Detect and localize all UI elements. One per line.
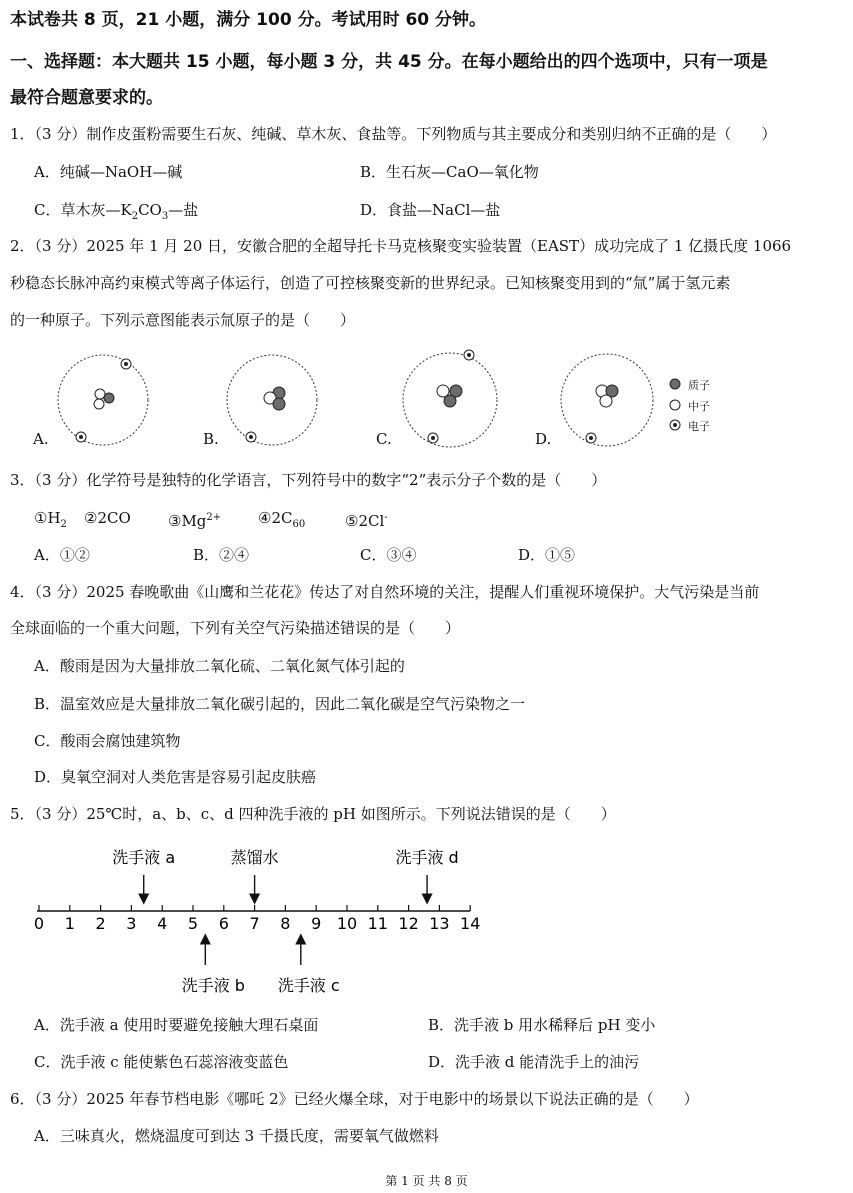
legend-neutron: 中子 <box>688 400 710 413</box>
q4-stem-line2: 全球面临的一个重大问题，下列有关空气污染描述错误的是（ ） <box>10 619 461 637</box>
atom-d-neutron <box>600 395 612 407</box>
q4-option-c: C．酸雨会腐蚀建筑物 <box>34 732 181 750</box>
q1-option-d: D．食盐—NaCl—盐 <box>360 201 501 219</box>
ph-marker-label: 蒸馏水 <box>230 848 279 867</box>
ph-tick-label: 3 <box>126 914 137 933</box>
q4-option-a: A．酸雨是因为大量排放二氧化硫、二氧化氮气体引起的 <box>34 657 405 675</box>
q5-option-a: A．洗手液 a 使用时要避免接触大理石桌面 <box>34 1016 319 1034</box>
atom-a-neutron <box>94 399 104 409</box>
q3-option-b: B．②④ <box>193 546 250 564</box>
atom-diagrams <box>0 345 853 455</box>
ph-scale-diagram <box>0 835 853 1005</box>
q3-option-a: A．①② <box>34 546 90 564</box>
page-footer: 第 1 页 共 8 页 <box>385 1174 468 1188</box>
ph-marker-label: 洗手液 d <box>395 848 459 867</box>
ph-tick-label: 1 <box>64 914 75 933</box>
section-title-cont: 最符合题意要求的。 <box>10 88 163 108</box>
ph-tick-label: 12 <box>398 914 419 933</box>
q3-symbol-3: $③Mg^{2+}$ <box>168 512 222 530</box>
ph-marker-label: 洗手液 a <box>112 848 176 867</box>
q6-option-a: A．三味真火，燃烧温度可到达 3 千摄氏度，需要氧气做燃料 <box>34 1127 439 1145</box>
ph-marker-label: 洗手液 c <box>277 976 340 995</box>
q4-stem-line1: 4．（3 分）2025 春晚歌曲《山鹰和兰花花》传达了对自然环境的关注，提醒人们重视环境保护。大气污染是当前 <box>10 583 760 601</box>
ph-tick-label: 6 <box>218 914 229 933</box>
q6-stem: 6．（3 分）2025 年春节档电影《哪吒 2》已经火爆全球，对于电影中的场景以下说法正确的是（ ） <box>10 1090 699 1108</box>
ph-tick-label: 10 <box>336 914 358 933</box>
q4-option-b: B．温室效应是大量排放二氧化碳引起的，因此二氧化碳是空气污染物之一 <box>34 695 526 713</box>
q2-label-c: C. <box>376 430 392 448</box>
q1-stem: 1．（3 分）制作皮蛋粉需要生石灰、纯碱、草木灰、食盐等。下列物质与其主要成分和类别归纳不正确的是（ ） <box>10 125 777 143</box>
q3-symbol-2: ②2CO <box>84 509 131 527</box>
q3-symbol-5: ⑤2Cl- <box>345 512 388 530</box>
q3-option-d: D．①⑤ <box>518 546 576 564</box>
q3-stem: 3．（3 分）化学符号是独特的化学语言，下列符号中的数字“2”表示分子个数的是（ ） <box>10 471 607 489</box>
q1-option-a: A．纯碱—NaOH—碱 <box>34 163 183 181</box>
ph-tick-label: 7 <box>249 914 260 933</box>
atom-a-orbit <box>58 355 148 445</box>
q2-label-d: D. <box>535 430 552 448</box>
atom-a-proton <box>104 393 114 403</box>
q5-stem: 5．（3 分）25℃时，a、b、c、d 四种洗手液的 pH 如图所示。下列说法错误的是（ ） <box>10 805 616 823</box>
q2-stem-line1: 2．（3 分）2025 年 1 月 20 日，安徽合肥的全超导托卡马克核聚变实验装置（EAST）成功完成了 1 亿摄氏度 1066 <box>10 237 792 255</box>
ph-tick-label: 2 <box>95 914 106 933</box>
legend-proton-icon <box>670 379 680 389</box>
ph-marker-label: 洗手液 b <box>181 976 245 995</box>
ph-tick-label: 0 <box>33 914 45 933</box>
ph-tick-label: 14 <box>460 914 481 933</box>
q2-label-a: A. <box>33 430 49 448</box>
legend-neutron-icon <box>670 400 680 410</box>
ph-tick-label: 5 <box>187 914 199 933</box>
ph-tick-label: 13 <box>429 914 450 933</box>
atom-b-proton <box>273 398 285 410</box>
legend-electron: 电子 <box>688 420 710 433</box>
section-title: 一、选择题：本大题共 15 小题，每小题 3 分，共 45 分。在每小题给出的四个选项中，只有一项是 <box>10 52 768 72</box>
ph-tick-label: 4 <box>157 914 168 933</box>
q2-stem-line2: 秒稳态长脉冲高约束模式等离子体运行，创造了可控核聚变新的世界纪录。已知核聚变用到的“氚”属于氢元素 <box>10 274 731 292</box>
q1-option-c: C．草木灰$—K_2CO_3—$盐 <box>34 201 199 222</box>
q3-option-c: C．③④ <box>360 546 417 564</box>
q5-option-c: C．洗手液 c 能使紫色石蕊溶液变蓝色 <box>34 1053 289 1071</box>
legend-proton: 质子 <box>688 379 710 392</box>
ph-tick-label: 8 <box>280 914 291 933</box>
q1-option-b: B．生石灰—CaO—氧化物 <box>360 163 539 181</box>
q2-stem-line3: 的一种原子。下列示意图能表示氚原子的是（ ） <box>10 311 356 329</box>
q3-symbol-4: $④2C_{60}$ <box>258 509 306 530</box>
q5-option-b: B．洗手液 b 用水稀释后 pH 变小 <box>428 1016 656 1034</box>
ph-tick-label: 9 <box>311 914 322 933</box>
atom-a-neutron <box>95 389 105 399</box>
exam-intro: 本试卷共 8 页，21 小题，满分 100 分。考试用时 60 分钟。 <box>10 10 487 30</box>
q2-label-b: B. <box>203 430 219 448</box>
q5-option-d: D．洗手液 d 能清洗手上的油污 <box>428 1053 640 1071</box>
q3-symbol-1: $①H_2$ <box>34 509 67 530</box>
ph-tick-label: 11 <box>367 914 388 933</box>
q4-option-d: D．臭氧空洞对人类危害是容易引起皮肤癌 <box>34 768 317 786</box>
atom-c-proton <box>444 395 456 407</box>
